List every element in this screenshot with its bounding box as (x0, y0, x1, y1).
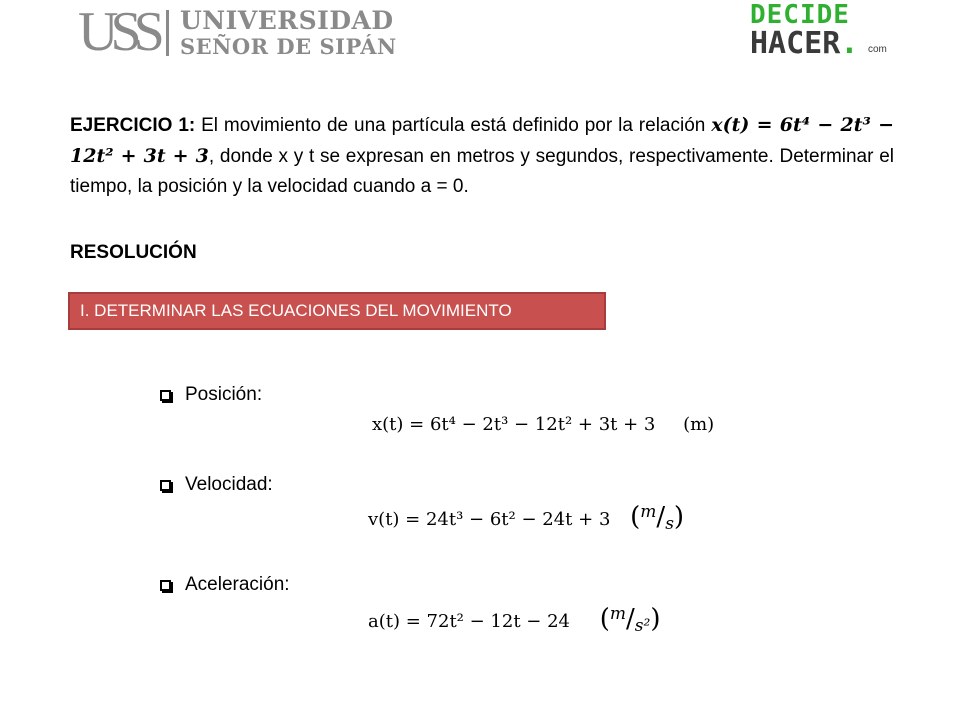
position-equation (372, 414, 714, 435)
decide-hacer-line2 (750, 26, 858, 61)
equation-unit: (m) (683, 414, 715, 435)
unit-numerator: m (640, 502, 657, 522)
unit-denominator: s (665, 514, 674, 534)
acceleration-equation (368, 604, 660, 634)
section-title: I. DETERMINAR LAS ECUACIONES DEL MOVIMIENTO (80, 301, 512, 320)
problem-statement (70, 110, 894, 202)
decide-hacer-domain: com (868, 44, 887, 55)
checkbox-bullet-icon (160, 390, 171, 401)
checkbox-bullet-icon (160, 480, 171, 491)
bullet-label: Velocidad: (185, 474, 273, 495)
university-name-line2: SEÑOR DE SIPÁN (180, 34, 397, 59)
section-header (68, 292, 606, 330)
decide-hacer-logo (750, 0, 900, 60)
equation-unit: ($^m$/s²) (599, 604, 661, 636)
logo-divider (166, 10, 169, 56)
uss-monogram: USS (78, 1, 157, 63)
statement-text-before: El movimiento de una partícula está definido por la relación (195, 115, 712, 136)
uss-logo (78, 1, 408, 63)
statement-text-after: , donde x y t se expresan en metros y segundos, respectivamente. Determinar el tiempo, la posición y la velocidad cuando a = 0. (70, 146, 894, 197)
equation-unit: ($^m$/s) (630, 502, 685, 534)
resolution-heading: RESOLUCIÓN (70, 242, 197, 263)
exercise-label: EJERCICIO 1: (70, 115, 196, 136)
bullet-label: Aceleración: (185, 574, 290, 595)
bullet-position (160, 384, 262, 406)
equation-text: v(t) = 24t³ − 6t² − 24t + 3 (368, 509, 611, 530)
decide-hacer-word: HACER (750, 26, 841, 61)
equation-text: x(t) = 6t⁴ − 2t³ − 12t² + 3t + 3 (372, 414, 656, 435)
velocity-equation (368, 502, 684, 532)
bullet-velocity (160, 474, 273, 496)
bullet-acceleration (160, 574, 290, 596)
university-name-line1: UNIVERSIDAD (180, 6, 394, 35)
statement-equation: x(t) = 6t⁴ − 2t³ − 12t² + 3t + 3 (70, 114, 894, 167)
bullet-label: Posición: (185, 384, 263, 405)
unit-denominator: s² (634, 616, 651, 636)
decide-hacer-dot: . (840, 26, 859, 61)
decide-hacer-line1: DECIDE (750, 0, 850, 30)
unit-numerator: m (609, 604, 626, 624)
equation-text: a(t) = 72t² − 12t − 24 (368, 611, 570, 632)
checkbox-bullet-icon (160, 580, 171, 591)
